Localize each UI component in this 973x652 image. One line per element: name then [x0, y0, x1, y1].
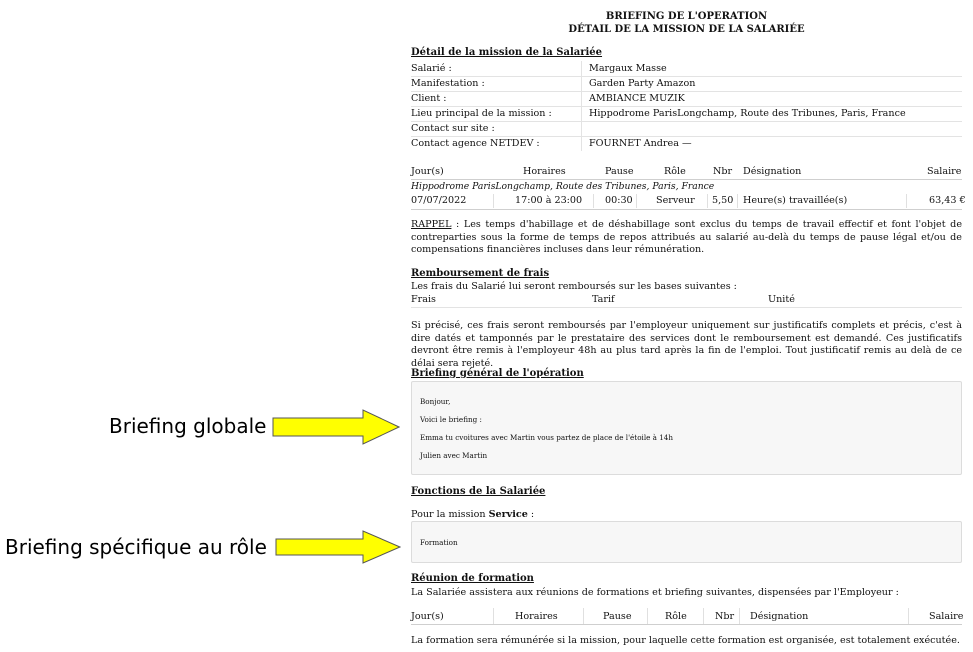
mission-row-label: Manifestation : [411, 78, 485, 89]
fonctions-prefix: Pour la mission [411, 509, 489, 520]
mission-row-label: Contact sur site : [411, 123, 495, 134]
briefing-line: Voici le briefing : [420, 415, 482, 424]
table-cell: 63,43 € [929, 195, 966, 206]
table-cell: 17:00 à 23:00 [515, 195, 583, 206]
frais-note: Si précisé, ces frais seront remboursés par l'employeur uniquement sur justificatifs complets et précis, c'est à dire datés et tamponnés par le prestataire des services dont le remboursement est demandé. Ces justificatifs devront être remis à l'employeur 48h au plus tard après la fin de l'emploi. Tout justificatif remis au delà de ce délai sera rejeté. [411, 320, 962, 369]
mission-row [411, 76, 962, 92]
frais-heading: Remboursement de frais [411, 268, 550, 279]
col-header: Tarif [592, 294, 615, 305]
mission-heading: Détail de la mission de la Salariée [411, 47, 603, 58]
mission-row-label: Lieu principal de la mission : [411, 108, 552, 119]
briefing-line: Bonjour, [420, 397, 451, 406]
col-header: Jour(s) [411, 166, 444, 177]
mission-row [411, 106, 962, 122]
doc-title-line1: BRIEFING DE L'OPERATION [605, 11, 768, 22]
annotation-briefing-globale: Briefing globale [109, 414, 267, 438]
mission-row-label: Contact agence NETDEV : [411, 138, 540, 149]
arrow-right-icon [275, 530, 401, 564]
arrow-right-icon [272, 409, 400, 445]
col-header: Frais [411, 294, 436, 305]
rappel-paragraph [411, 219, 962, 257]
col-header: Horaires [523, 166, 566, 177]
rappel-label: RAPPEL [411, 219, 452, 230]
table-cell: Heure(s) travaillée(s) [743, 195, 848, 206]
rappel-text: : Les temps d'habillage et de déshabillage sont exclus du temps de travail effectif et font l'objet de contreparties sous la forme de temps de repos attribués au salarié au-delà du temps de pause légal et/ou de compensations financières incluses dans leur rémunération. [411, 219, 962, 255]
mission-row [411, 91, 962, 107]
mission-row-value: FOURNET Andrea — [589, 138, 692, 149]
annotation-briefing-specifique: Briefing spécifique au rôle [5, 535, 267, 559]
col-header: Pause [603, 611, 632, 622]
briefing-line: Emma tu cvoitures avec Martin vous partez de place de l'étoile à 14h [420, 433, 674, 442]
mission-row-label: Salarié : [411, 63, 452, 74]
col-header: Rôle [664, 166, 686, 177]
table-cell: 07/07/2022 [411, 195, 467, 206]
col-header: Rôle [665, 611, 687, 622]
col-header: Pause [605, 166, 634, 177]
mission-row-label: Client : [411, 93, 447, 104]
col-header: Jour(s) [411, 611, 444, 622]
mission-row-value: Hippodrome ParisLongchamp, Route des Tribunes, Paris, France [589, 108, 906, 119]
briefing-line: Julien avec Martin [420, 451, 488, 460]
table-cell: Serveur [656, 195, 695, 206]
role-briefing-text: Formation [420, 538, 458, 547]
shift-location: Hippodrome ParisLongchamp, Route des Tribunes, Paris, France [411, 181, 715, 192]
reunion-intro: La Salariée assistera aux réunions de formations et briefing suivantes, dispensées par l'Employeur : [411, 587, 899, 598]
briefing-box [411, 381, 962, 475]
fonctions-mission-line [411, 509, 534, 520]
fonctions-heading: Fonctions de la Salariée [411, 486, 546, 497]
frais-intro: Les frais du Salarié lui seront remboursés sur les bases suivantes : [411, 281, 737, 292]
reunion-note: La formation sera rémunérée si la mission, pour laquelle cette formation est organisée, est totalement exécutée. [411, 635, 960, 646]
col-header: Salaire [927, 166, 962, 177]
reunion-heading: Réunion de formation [411, 573, 534, 584]
col-header: Désignation [750, 611, 809, 622]
col-header: Désignation [743, 166, 802, 177]
mission-row-value: AMBIANCE MUZIK [589, 93, 685, 104]
col-header: Nbr [715, 611, 735, 622]
fonctions-role: Service [488, 509, 528, 520]
table-cell: 00:30 [605, 195, 633, 206]
col-header: Salaire [929, 611, 964, 622]
mission-row [411, 136, 962, 151]
col-header: Unité [768, 294, 795, 305]
mission-row-value: Garden Party Amazon [589, 78, 696, 89]
table-cell: 5,50 [712, 195, 734, 206]
doc-title-line2: DÉTAIL DE LA MISSION DE LA SALARIÉE [568, 24, 805, 35]
mission-row [411, 121, 962, 137]
briefing-heading: Briefing général de l'opération [411, 368, 584, 379]
fonctions-suffix: : [527, 509, 535, 520]
mission-row [411, 61, 962, 77]
role-briefing-box [411, 521, 962, 563]
mission-row-value: Margaux Masse [589, 63, 667, 74]
col-header: Nbr [713, 166, 733, 177]
col-header: Horaires [515, 611, 558, 622]
